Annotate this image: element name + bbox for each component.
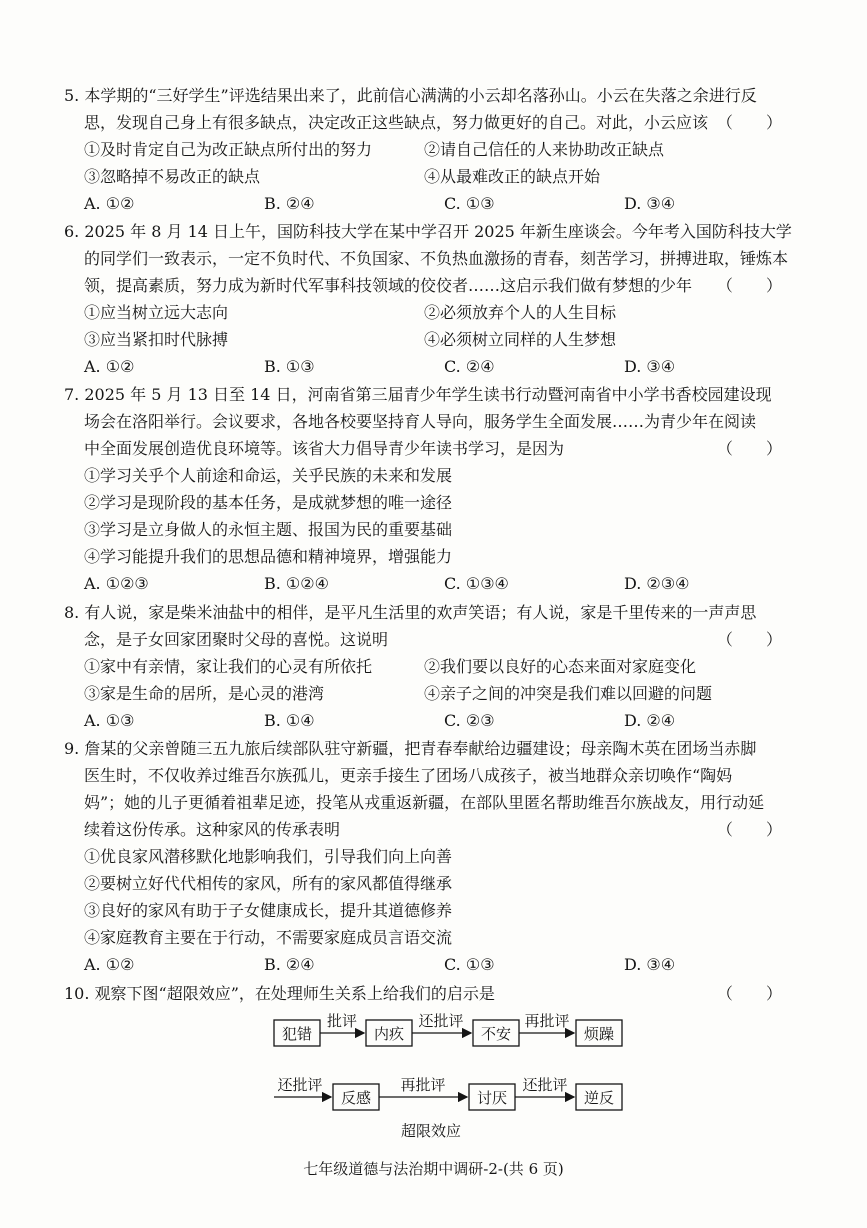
diagram-box-label: 犯错 bbox=[281, 1025, 313, 1043]
statement-item: ①学习关乎个人前途和命运，关乎民族的未来和发展 bbox=[84, 466, 453, 485]
statement-item: ④学习能提升我们的思想品德和精神境界，增强能力 bbox=[84, 547, 453, 566]
diagram-box-label: 烦躁 bbox=[583, 1025, 615, 1043]
question-stem: 场会在洛阳举行。会议要求，各地各校要坚持育人导向，服务学生全面发展……为青少年在阅读 bbox=[84, 412, 757, 431]
choice-d: D. ③④ bbox=[624, 194, 676, 213]
diagram-box-label: 反感 bbox=[340, 1089, 372, 1107]
choice-b: B. ①④ bbox=[264, 711, 315, 730]
question-10 bbox=[64, 980, 804, 1007]
statement-item: ④家庭教育主要在于行动，不需要家庭成员言语交流 bbox=[84, 928, 453, 947]
choice-d: D. ②④ bbox=[624, 711, 676, 730]
choice-a: A. ①②③ bbox=[84, 574, 149, 593]
choice-b: B. ②④ bbox=[264, 194, 315, 213]
question-stem: 续着这份传承。这种家风的传承表明 （ ） bbox=[64, 816, 804, 843]
diagram-box-label: 内疚 bbox=[373, 1025, 405, 1043]
question-stem: 10. 观察下图“超限效应”，在处理师生关系上给我们的启示是 （ ） bbox=[64, 980, 804, 1007]
choice-a: A. ①② bbox=[84, 955, 135, 974]
statement-row bbox=[64, 163, 804, 190]
question-stem: 念，是子女回家团聚时父母的喜悦。这说明 （ ） bbox=[64, 626, 804, 653]
statement-item: ④从最难改正的缺点开始 bbox=[424, 167, 601, 186]
choice-b: B. ①③ bbox=[264, 357, 315, 376]
statement-row bbox=[64, 326, 804, 353]
question-stem: 7. 2025 年 5 月 13 日至 14 日，河南省第三届青少年学生读书行动暨河南省中小学书香校园建设现 bbox=[64, 385, 772, 404]
page-footer: 七年级道德与法治期中调研-2-(共 6 页) bbox=[303, 1160, 564, 1178]
statement-item: ②请自己信任的人来协助改正缺点 bbox=[424, 140, 665, 159]
statement-item: ①应当树立远大志向 bbox=[84, 303, 229, 322]
choice-a: A. ①② bbox=[84, 357, 135, 376]
question-stem: 中全面发展创造优良环境等。该省大力倡导青少年读书学习，是因为 （ ） bbox=[64, 435, 804, 462]
choice-row bbox=[64, 951, 804, 978]
choice-c: C. ①③④ bbox=[444, 574, 509, 593]
statement-item: ②我们要以良好的心态来面对家庭变化 bbox=[424, 657, 697, 676]
over-limit-effect-diagram bbox=[0, 1008, 867, 1148]
question-8 bbox=[64, 599, 804, 734]
choice-d: D. ③④ bbox=[624, 357, 676, 376]
statement-item: ③学习是立身做人的永恒主题、报国为民的重要基础 bbox=[84, 520, 453, 539]
statement-item: ③忽略掉不易改正的缺点 bbox=[84, 167, 261, 186]
answer-bracket: （ ） bbox=[716, 439, 796, 458]
diagram-caption: 超限效应 bbox=[400, 1122, 462, 1140]
statement-item: ①及时肯定自己为改正缺点所付出的努力 bbox=[84, 140, 373, 159]
choice-a: A. ①③ bbox=[84, 711, 135, 730]
diagram-box-label: 讨厌 bbox=[476, 1089, 508, 1107]
answer-bracket: （ ） bbox=[716, 276, 796, 295]
diagram-arrow-label: 还批评 bbox=[418, 1012, 464, 1030]
question-5 bbox=[64, 82, 804, 217]
statement-item: ④必须树立同样的人生梦想 bbox=[424, 330, 617, 349]
statement-item: ②要树立好代代相传的家风，所有的家风都值得继承 bbox=[84, 874, 453, 893]
diagram-arrow-label: 再批评 bbox=[524, 1012, 570, 1030]
statement-item: ③家是生命的居所，是心灵的港湾 bbox=[84, 684, 325, 703]
choice-c: C. ②④ bbox=[444, 357, 495, 376]
choice-c: C. ①③ bbox=[444, 194, 495, 213]
statement-item: ②学习是现阶段的基本任务，是成就梦想的唯一途径 bbox=[84, 493, 453, 512]
question-7 bbox=[64, 381, 804, 597]
choice-c: C. ①③ bbox=[444, 955, 495, 974]
question-stem: 领，提高素质，努力成为新时代军事科技领域的佼佼者……这启示我们做有梦想的少年 （ ） bbox=[64, 272, 804, 299]
statement-item: ①家中有亲情，家让我们的心灵有所依托 bbox=[84, 657, 373, 676]
choice-d: D. ②③④ bbox=[624, 574, 690, 593]
statement-row bbox=[64, 136, 804, 163]
diagram-box-label: 逆反 bbox=[583, 1089, 615, 1107]
question-stem: 5. 本学期的“三好学生”评选结果出来了，此前信心满满的小云却名落孙山。小云在失落之余进行反 bbox=[64, 86, 757, 105]
statement-item: ③良好的家风有助于子女健康成长，提升其道德修养 bbox=[84, 901, 453, 920]
statement-item: ③应当紧扣时代脉搏 bbox=[84, 330, 229, 349]
question-stem: 思，发现自己身上有很多缺点，决定改正这些缺点，努力做更好的自己。对此，小云应该 （ ） bbox=[64, 109, 804, 136]
choice-row bbox=[64, 190, 804, 217]
question-stem: 8. 有人说，家是柴米油盐中的相伴，是平凡生活里的欢声笑语；有人说，家是千里传来的一声声思 bbox=[64, 603, 757, 622]
question-stem: 妈”；她的儿子更循着祖辈足迹，投笔从戎重返新疆，在部队里匿名帮助维吾尔族战友，用行动延 bbox=[84, 793, 765, 812]
question-9 bbox=[64, 735, 804, 978]
choice-row bbox=[64, 353, 804, 380]
statement-item: ①优良家风潜移默化地影响我们，引导我们向上向善 bbox=[84, 847, 453, 866]
choice-d: D. ③④ bbox=[624, 955, 676, 974]
choice-row bbox=[64, 707, 804, 734]
answer-bracket: （ ） bbox=[716, 113, 796, 132]
diagram-arrow-label: 还批评 bbox=[522, 1076, 568, 1094]
question-stem: 的同学们一致表示，一定不负时代、不负国家、不负热血激扬的青春，刻苦学习，拼搏进取，锤炼本 bbox=[84, 249, 789, 268]
choice-c: C. ②③ bbox=[444, 711, 495, 730]
statement-item: ④亲子之间的冲突是我们难以回避的问题 bbox=[424, 684, 713, 703]
statement-item: ②必须放弃个人的人生目标 bbox=[424, 303, 617, 322]
question-stem: 6. 2025 年 8 月 14 日上午，国防科技大学在某中学召开 2025 年新生座谈会。今年考入国防科技大学 bbox=[64, 222, 792, 241]
statement-row bbox=[64, 299, 804, 326]
choice-b: B. ①②④ bbox=[264, 574, 329, 593]
answer-bracket: （ ） bbox=[716, 984, 796, 1003]
diagram-arrow-label: 批评 bbox=[326, 1012, 358, 1030]
diagram-arrow-label: 再批评 bbox=[400, 1076, 446, 1094]
diagram-arrow-label: 还批评 bbox=[277, 1076, 323, 1094]
choice-row bbox=[64, 570, 804, 597]
statement-row bbox=[64, 680, 804, 707]
question-stem: 医生时，不仅收养过维吾尔族孤儿，更亲手接生了团场八成孩子，被当地群众亲切唤作“陶妈 bbox=[84, 766, 733, 785]
choice-a: A. ①② bbox=[84, 194, 135, 213]
question-stem: 9. 詹某的父亲曾随三五九旅后续部队驻守新疆，把青春奉献给边疆建设；母亲陶木英在团场当赤脚 bbox=[64, 739, 757, 758]
answer-bracket: （ ） bbox=[716, 820, 796, 839]
choice-b: B. ②④ bbox=[264, 955, 315, 974]
statement-row bbox=[64, 653, 804, 680]
question-6 bbox=[64, 218, 804, 380]
answer-bracket: （ ） bbox=[716, 630, 796, 649]
diagram-box-label: 不安 bbox=[480, 1025, 512, 1043]
